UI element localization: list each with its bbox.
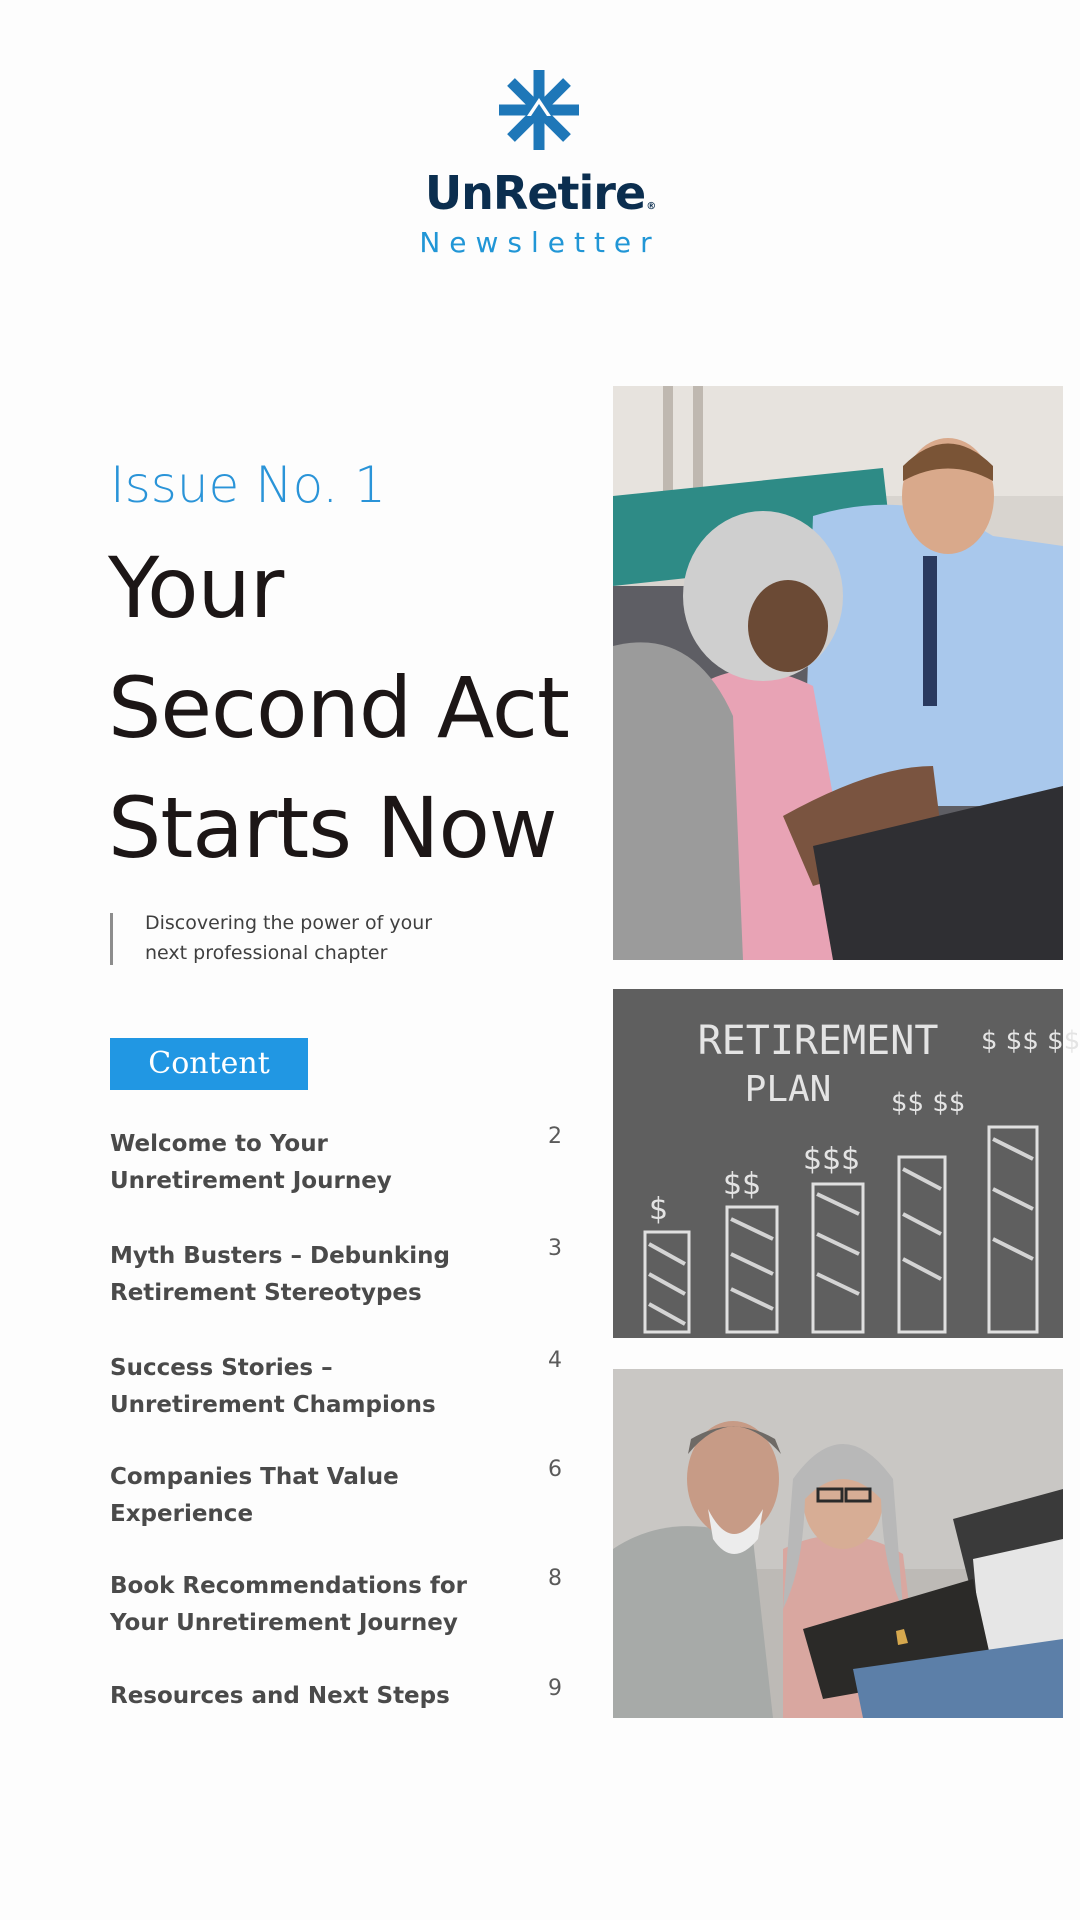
toc-title-line: Your Unretirement Journey	[110, 1610, 458, 1636]
subtitle-divider	[110, 913, 113, 965]
chalkboard-title-line: PLAN	[744, 1069, 832, 1110]
toc-title-line: Experience	[110, 1501, 254, 1527]
toc-title-line: Book Recommendations for	[110, 1573, 467, 1599]
toc-page-number: 9	[548, 1676, 562, 1701]
brand-logo-icon	[497, 68, 581, 152]
chalkboard-bar-label: $ $$ $$	[981, 1026, 1080, 1056]
toc-title-line: Retirement Stereotypes	[110, 1280, 422, 1306]
advisor-meeting-photo	[613, 386, 1063, 960]
chalkboard-bar-label: $$$	[803, 1142, 861, 1177]
toc-title-line: Myth Busters – Debunking	[110, 1243, 450, 1269]
cover-subtitle	[145, 908, 485, 968]
cover-title	[108, 528, 608, 888]
retirement-plan-chalkboard-photo	[613, 989, 1080, 1338]
toc-item-title	[110, 1678, 510, 1715]
toc-page-number: 4	[548, 1348, 562, 1373]
contents-heading: Content	[110, 1038, 308, 1090]
toc-item-title	[110, 1568, 510, 1642]
toc-item-title	[110, 1350, 510, 1424]
toc-title-line: Resources and Next Steps	[110, 1683, 450, 1709]
chalkboard-bar-label: $$ $$	[891, 1088, 966, 1118]
couple-laptop-photo	[613, 1369, 1063, 1718]
cover-title-line: Your	[108, 539, 284, 637]
toc-item-title	[110, 1459, 510, 1533]
cover-title-line: Second Act	[108, 659, 569, 757]
issue-number: Issue No. 1	[110, 456, 386, 514]
toc-title-line: Welcome to Your	[110, 1131, 328, 1157]
toc-item-title	[110, 1126, 510, 1200]
toc-page-number: 3	[548, 1236, 562, 1261]
trademark-symbol: ®	[646, 201, 656, 212]
brand-subtitle: Newsletter	[419, 226, 661, 259]
chalkboard-bar-label: $$	[723, 1167, 762, 1202]
chalkboard-title-line: RETIREMENT	[697, 1018, 939, 1064]
chalkboard-bar-label: $	[649, 1192, 669, 1227]
toc-page-number: 8	[548, 1566, 562, 1591]
toc-title-line: Companies That Value	[110, 1464, 399, 1490]
brand-name: UnRetire®	[424, 166, 656, 220]
toc-title-line: Success Stories –	[110, 1355, 333, 1381]
toc-page-number: 6	[548, 1457, 562, 1482]
cover-title-line: Starts Now	[108, 779, 557, 877]
toc-page-number: 2	[548, 1124, 562, 1149]
toc-item-title	[110, 1238, 510, 1312]
toc-title-line: Unretirement Champions	[110, 1392, 436, 1418]
cover-subtitle-line: next professional chapter	[145, 942, 388, 964]
toc-title-line: Unretirement Journey	[110, 1168, 392, 1194]
cover-subtitle-line: Discovering the power of your	[145, 912, 433, 934]
